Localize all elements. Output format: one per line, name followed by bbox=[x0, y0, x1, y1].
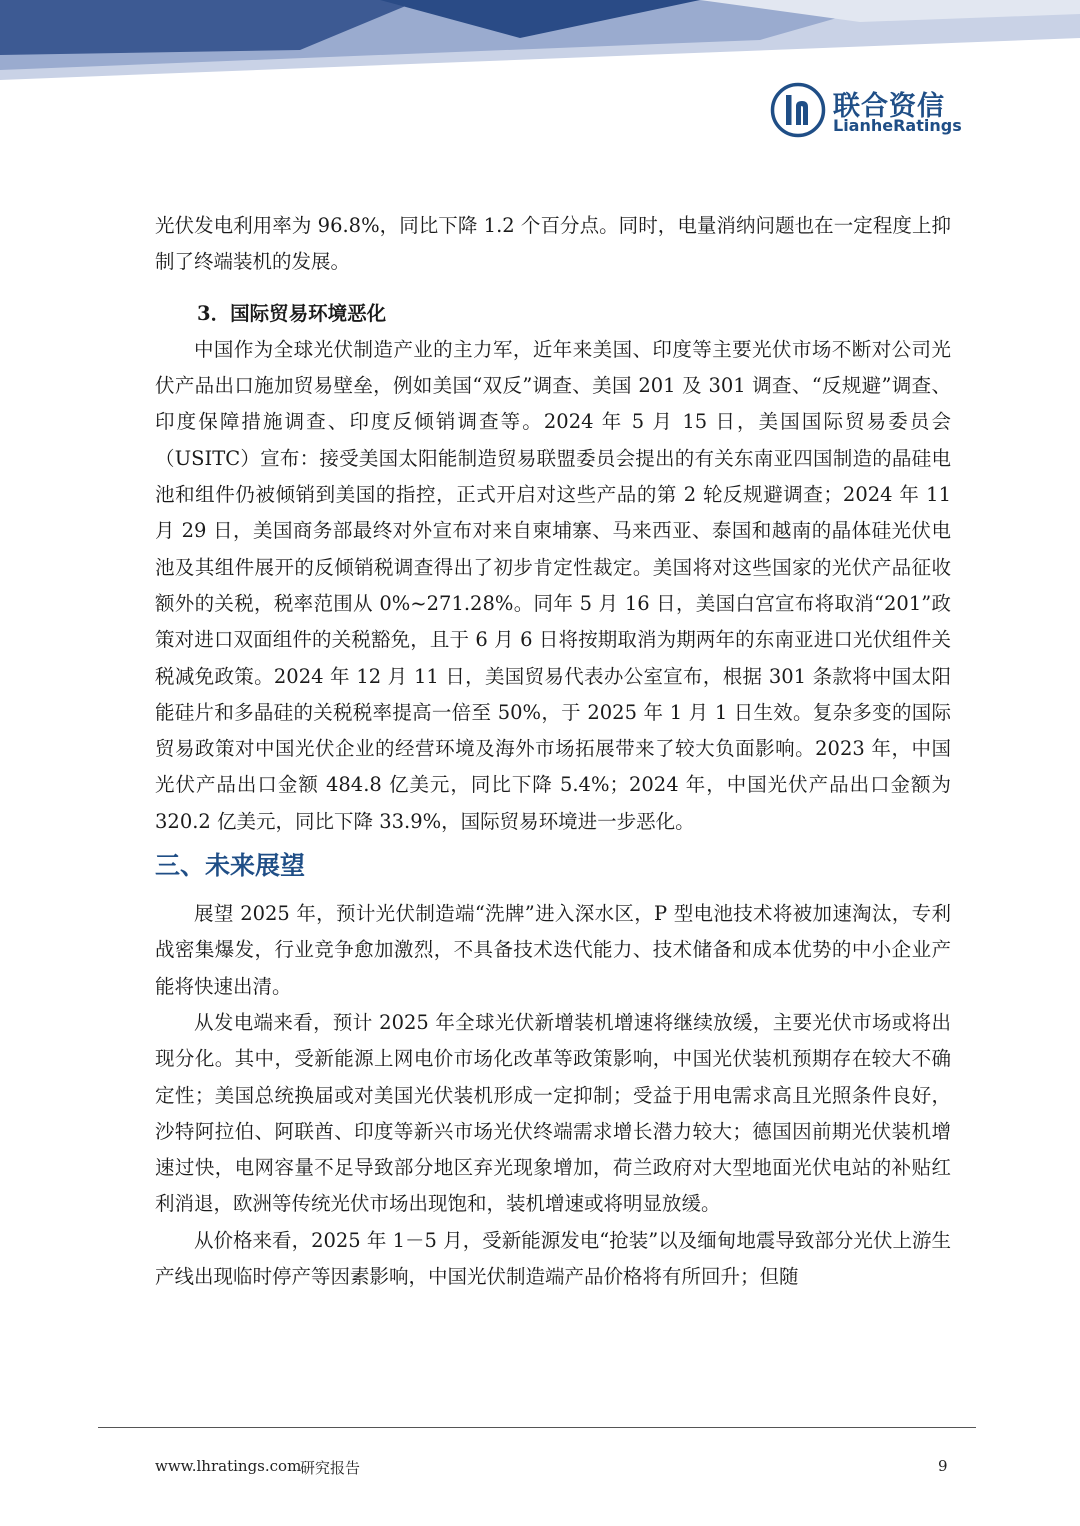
spacer bbox=[155, 281, 951, 296]
lianhe-logo-icon bbox=[770, 82, 826, 138]
paragraph-outlook-price: 从价格来看，2025 年 1－5 月，受新能源发电“抢装”以及缅甸地震导致部分光伏上游生产线出现临时停产等因素影响，中国光伏制造端产品价格将有所回升；但随 bbox=[155, 1228, 951, 1289]
footer-website-link[interactable]: www.lhratings.com bbox=[155, 1457, 302, 1475]
logo-english-name: LianheRatings bbox=[833, 116, 962, 135]
logo-chinese-name: 联合资信 bbox=[833, 91, 945, 122]
paragraph-trade-environment: 中国作为全球光伏制造产业的主力军，近年来美国、印度等主要光伏市场不断对公司光伏产品出口施加贸易壁垒，例如美国“双反”调查、美国 201 及 301 调查、“反规避”调查、印度保障措施调查、印度反倾销调查等。2024 年 5 月 15 日，美国国际贸易委员会（USITC）宣布：接受美国太阳能制造贸易联盟委员会提出的有关东南亚四国制造的晶硅电池和组件仍被倾销到美国的指控，正式开启对这些产品的第 2 轮反规避调查；2024 年 11 月 29 日，美国商务部最终对外宣布对来自柬埔寨、马来西亚、泰国和越南的晶体硅光伏电池及其组件展开的反倾销税调查得出了初步肯定性裁定。美国将对这些国家的光伏产品征收额外的关税，税率范围从 0%~271.28%。同年 5 月 16 日，美国白宫宣布将取消“201”政策对进口双面组件的关税豁免，且于 6 月 6 日将按期取消为期两年的东南亚进口光伏组件关税减免政策。2024 年 12 月 11 日，美国贸易代表办公室宣布，根据 301 条款将中国太阳能硅片和多晶硅的关税税率提高一倍至 50%，于 2025 年 1 月 1 日生效。复杂多变的国际贸易政策对中国光伏企业的经营环境及海外市场拓展带来了较大负面影响。2023 年，中国光伏产品出口金额 484.8 亿美元，同比下降 5.4%；2024 年，中国光伏产品出口金额为 320.2 亿美元，同比下降 33.9%，国际贸易环境进一步恶化。 bbox=[155, 337, 951, 833]
footer-report-label: 研究报告 bbox=[300, 1459, 361, 1477]
report-body bbox=[155, 208, 951, 1295]
paragraph-outlook-manufacturing: 展望 2025 年，预计光伏制造端“洗牌”进入深水区，P 型电池技术将被加速淘汰，专利战密集爆发，行业竞争愈加激烈，不具备技术迭代能力、技术储备和成本优势的中小企业产能将快速出清。 bbox=[155, 902, 951, 998]
paragraph-outlook-generation: 从发电端来看，预计 2025 年全球光伏新增装机增速将继续放缓，主要光伏市场或将出现分化。其中，受新能源上网电价市场化改革等政策影响，中国光伏装机预期存在较大不确定性；美国总统换届或对美国光伏装机形成一定抑制；受益于用电需求高且光照条件良好，沙特阿拉伯、阿联酋、印度等新兴市场光伏终端需求增长潜力较大；德国因前期光伏装机增速过快，电网容量不足导致部分地区弃光现象增加，荷兰政府对大型地面光伏电站的补贴红利消退，欧洲等传统光伏市场出现饱和，装机增速或将明显放缓。 bbox=[155, 1010, 951, 1216]
subsection-heading: 3．国际贸易环境恶化 bbox=[197, 301, 387, 325]
footer-divider bbox=[98, 1427, 976, 1428]
section-heading-outlook: 三、未来展望 bbox=[155, 851, 306, 881]
company-logo bbox=[770, 82, 970, 140]
paragraph-intro: 光伏发电利用率为 96.8%，同比下降 1.2 个百分点。同时，电量消纳问题也在一定程度上抑制了终端装机的发展。 bbox=[155, 214, 951, 274]
page-number: 9 bbox=[938, 1457, 948, 1475]
